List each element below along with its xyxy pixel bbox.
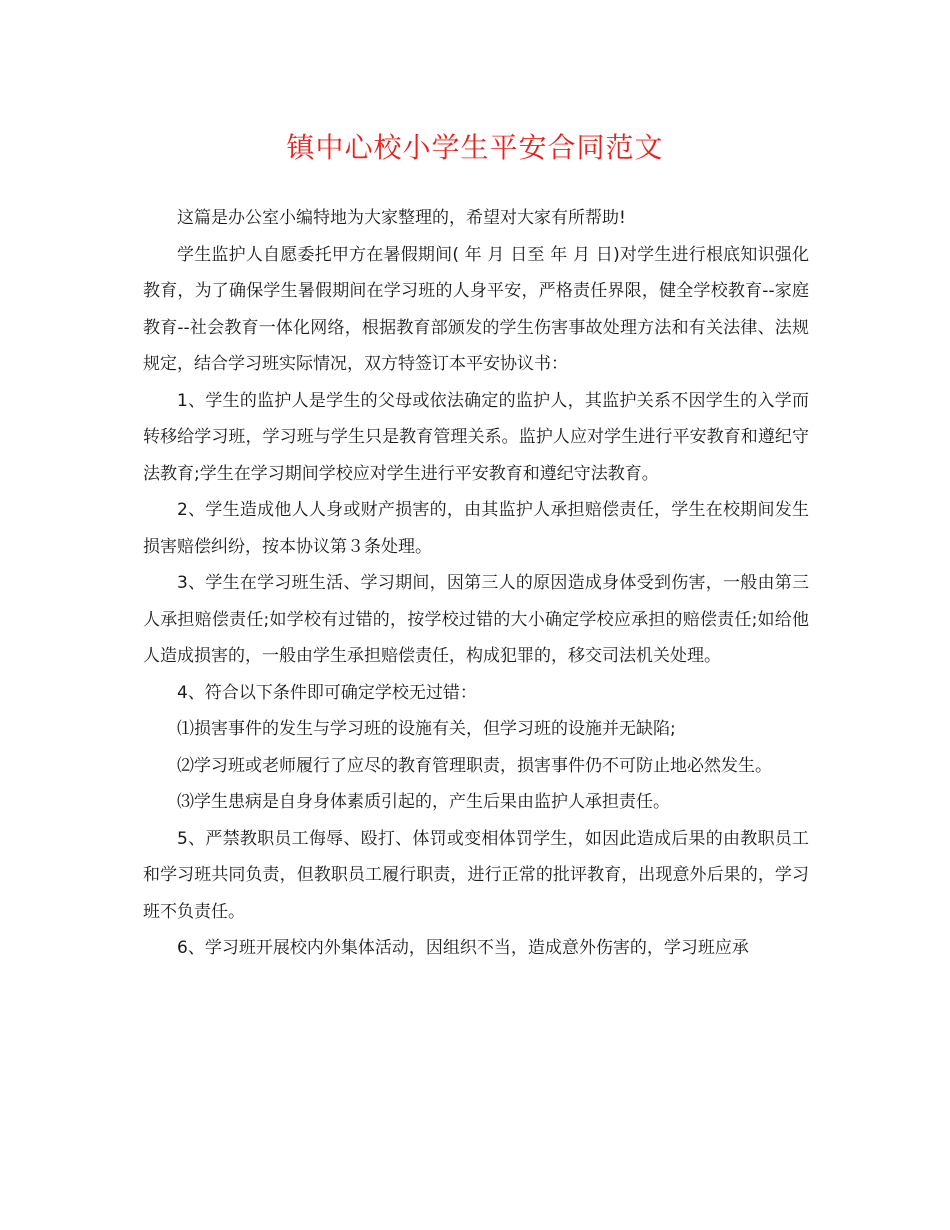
document-body: [143, 200, 809, 967]
paragraph-clause-5: 5、严禁教职员工侮辱、殴打、体罚或变相体罚学生，如因此造成后果的由教职员工和学习班共同负责，但教职员工履行职责，进行正常的批评教育，出现意外后果的，学习班不负责任。: [143, 828, 809, 922]
paragraph-preamble: 学生监护人自愿委托甲方在暑假期间( 年 月 日至 年 月 日)对学生进行根底知识强化教育，为了确保学生暑假期间在学习班的人身平安，严格责任界限，健全学校教育--家庭教育--社会教育一体化网络，根据教育部颁发的学生伤害事故处理方法和有关法律、法规规定，结合学习班实际情况，双方特签订本平安协议书：: [143, 244, 809, 374]
paragraph-clause-6: 6、学习班开展校内外集体活动，因组织不当，造成意外伤害的，学习班应承: [177, 938, 749, 958]
paragraph-clause-1: 1、学生的监护人是学生的父母或依法确定的监护人，其监护关系不因学生的入学而转移给学习班，学习班与学生只是教育管理关系。监护人应对学生进行平安教育和遵纪守法教育;学生在学习期间学校应对学生进行平安教育和遵纪守法教育。: [143, 390, 809, 484]
paragraph-clause-4: 4、符合以下条件即可确定学校无过错：: [177, 682, 477, 703]
paragraph-clause-4-item-2: ⑵学习班或老师履行了应尽的教育管理职责，损害事件仍不可防止地必然发生。: [177, 755, 772, 776]
paragraph-clause-4-item-3: ⑶学生患病是自身身体素质引起的，产生后果由监护人承担责任。: [177, 792, 670, 812]
paragraph-clause-3: 3、学生在学习班生活、学习期间，因第三人的原因造成身体受到伤害，一般由第三人承担赔偿责任;如学校有过错的，按学校过错的大小确定学校应承担的赔偿责任;如给他人造成损害的，一般由学生承担赔偿责任，构成犯罪的，移交司法机关处理。: [143, 573, 809, 666]
paragraph-intro: 这篇是办公室小编特地为大家整理的，希望对大家有所帮助!: [177, 208, 626, 228]
document-title: 镇中心校小学生平安合同范文: [286, 131, 664, 164]
paragraph-clause-4-item-1: ⑴损害事件的发生与学习班的设施有关，但学习班的设施并无缺陷;: [177, 719, 676, 739]
paragraph-clause-2: 2、学生造成他人人身或财产损害的，由其监护人承担赔偿责任，学生在校期间发生损害赔偿纠纷，按本协议第３条处理。: [143, 500, 809, 557]
